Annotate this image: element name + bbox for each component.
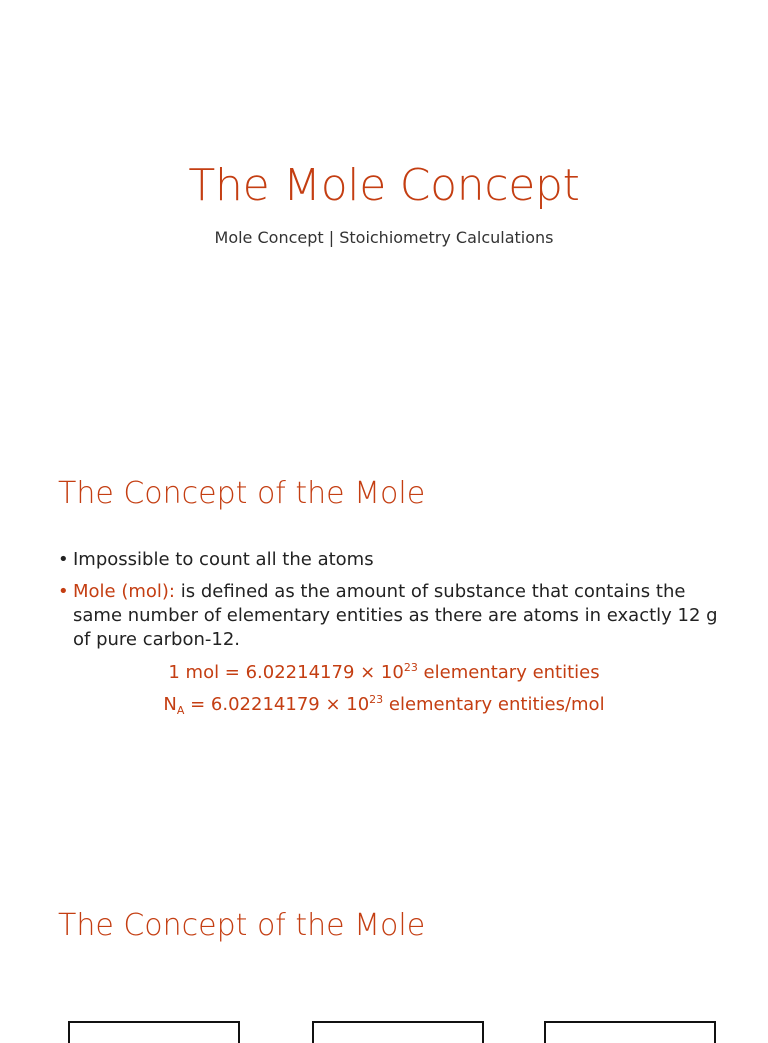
concept-slide — [0, 432, 768, 864]
image-frame — [68, 1021, 240, 1043]
title-slide — [0, 0, 768, 432]
slide-title: The Concept of the Mole — [58, 908, 426, 943]
concept-slide-2 — [0, 864, 768, 1024]
equation-exponent: 23 — [403, 661, 418, 674]
avogadro-subscript: A — [176, 704, 185, 717]
main-title: The Mole Concept — [188, 160, 580, 211]
avogadro-symbol: N — [163, 694, 177, 715]
bullet-text: Impossible to count all the atoms — [73, 549, 374, 570]
bullet-marker: • — [58, 581, 69, 602]
slide-title: The Concept of the Mole — [58, 476, 426, 511]
avogadro-equation — [0, 694, 768, 715]
equation-right: elementary entities/mol — [383, 694, 605, 715]
bullet-list — [58, 548, 718, 660]
equation-right: elementary entities — [417, 662, 600, 683]
main-subtitle: Mole Concept | Stoichiometry Calculations — [214, 228, 554, 247]
bullet-item — [58, 580, 718, 652]
equation-exponent: 23 — [369, 693, 384, 706]
equation-left: = 6.02214179 × 10 — [184, 694, 370, 715]
definition-term: Mole (mol): — [73, 581, 175, 602]
mole-equation — [0, 662, 768, 683]
image-frame — [312, 1021, 484, 1043]
bullet-marker: • — [58, 549, 69, 570]
equation-left: 1 mol = 6.02214179 × 10 — [168, 662, 404, 683]
bullet-item — [58, 548, 718, 572]
definition-text: is defined as the amount of substance that contains the same number of elementary entities as there are atoms in exactly 12 g of pure carbon-12. — [73, 581, 718, 650]
image-frame — [544, 1021, 716, 1043]
